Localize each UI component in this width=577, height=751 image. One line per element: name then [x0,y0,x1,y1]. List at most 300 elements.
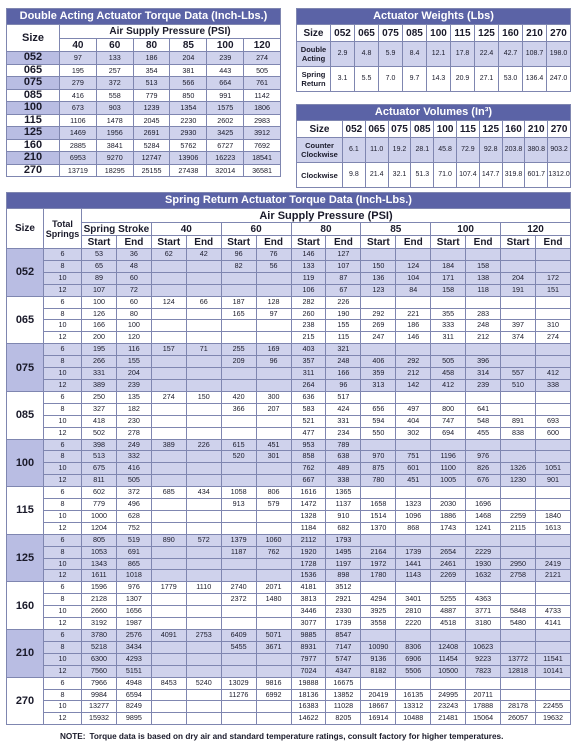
value-cell: 7.0 [379,67,403,92]
torque-cell: 2259 [501,510,536,522]
pressure-header: 80 [133,39,170,52]
torque-cell [396,439,431,451]
torque-cell [361,534,396,546]
torque-cell: 146 [396,332,431,344]
torque-cell: 18667 [361,701,396,713]
torque-cell: 169 [256,344,291,356]
torque-cell: 97 [60,52,97,65]
torque-cell: 16383 [291,701,326,713]
torque-cell: 3925 [361,606,396,618]
torque-cell: 11454 [431,653,466,665]
size-cell: 100 [7,102,60,115]
torque-cell [186,475,221,487]
torque-cell [535,356,570,368]
torque-cell: 858 [291,451,326,463]
torque-cell [186,510,221,522]
torque-cell: 2115 [501,522,536,534]
torque-cell [535,308,570,320]
torque-cell: 602 [82,487,117,499]
table-row [7,534,571,546]
torque-cell: 1987 [116,618,151,630]
torque-cell [431,296,466,308]
torque-cell [501,451,536,463]
torque-cell [221,701,256,713]
torque-cell: 5218 [82,641,117,653]
torque-cell: 182 [116,403,151,415]
torque-cell: 976 [466,451,501,463]
torque-cell: 1343 [82,558,117,570]
torque-cell: 25155 [133,164,170,177]
torque-cell [151,272,186,284]
table-row [7,368,571,380]
torque-cell [186,427,221,439]
torque-cell [256,570,291,582]
table-row [7,463,571,475]
torque-cell: 1793 [326,534,361,546]
torque-cell [186,308,221,320]
torque-cell: 8547 [326,630,361,642]
torque-cell: 800 [431,403,466,415]
torque-cell: 186 [133,52,170,65]
torque-cell [151,558,186,570]
end-header: End [396,236,431,249]
torque-cell: 1197 [326,558,361,570]
torque-cell [151,522,186,534]
size-header: 115 [451,25,475,42]
springs-cell: 12 [44,427,82,439]
torque-cell [221,379,256,391]
torque-cell: 458 [431,368,466,380]
torque-cell: 249 [116,439,151,451]
torque-cell: 779 [133,89,170,102]
torque-cell: 333 [431,320,466,332]
torque-cell: 396 [466,356,501,368]
torque-cell: 157 [151,344,186,356]
start-header: Start [431,236,466,249]
size-header: Size [297,25,331,42]
torque-cell: 1920 [291,546,326,558]
value-cell: 19.2 [388,138,411,163]
torque-cell: 1241 [466,522,501,534]
size-header: 052 [331,25,355,42]
torque-cell: 1239 [133,102,170,115]
torque-cell: 7823 [466,665,501,677]
table-row [7,139,281,152]
torque-cell: 9136 [361,653,396,665]
torque-cell: 1480 [256,594,291,606]
springs-cell: 6 [44,391,82,403]
torque-cell: 558 [96,89,133,102]
torque-cell: 2930 [170,127,207,140]
torque-cell: 806 [256,487,291,499]
springs-cell: 8 [44,594,82,606]
torque-cell [256,653,291,665]
torque-cell: 1743 [431,522,466,534]
value-cell: 147.7 [479,163,502,188]
torque-cell: 1696 [466,499,501,511]
torque-cell: 146 [291,249,326,261]
table-row [7,606,571,618]
torque-cell: 62 [151,249,186,261]
torque-cell [221,332,256,344]
torque-cell [501,308,536,320]
torque-cell [256,606,291,618]
torque-cell: 187 [221,296,256,308]
torque-cell: 13719 [60,164,97,177]
torque-cell: 2419 [535,558,570,570]
torque-cell: 3813 [291,594,326,606]
torque-cell: 212 [466,332,501,344]
torque-cell: 9895 [116,713,151,725]
torque-cell: 200 [82,332,117,344]
value-cell: 4.8 [355,42,379,67]
torque-cell: 4518 [431,618,466,630]
torque-cell [535,344,570,356]
torque-cell [186,653,221,665]
actuator-volumes-table [296,104,571,188]
torque-cell: 1018 [116,570,151,582]
torque-cell: 5747 [326,653,361,665]
table-row [7,89,281,102]
torque-cell: 10141 [535,665,570,677]
torque-cell: 1840 [535,510,570,522]
torque-cell: 7977 [291,653,326,665]
torque-cell [186,272,221,284]
torque-cell [466,439,501,451]
value-cell: 8.4 [403,42,427,67]
torque-cell [535,296,570,308]
table-row [7,284,571,296]
row-label: Counter Clockwise [297,138,343,163]
torque-cell: 7692 [244,139,281,152]
value-cell: 136.4 [523,67,547,92]
table-row [7,320,571,332]
torque-cell: 397 [501,320,536,332]
size-cell: 075 [7,77,60,90]
torque-cell: 21481 [431,713,466,725]
torque-cell: 15064 [466,713,501,725]
torque-cell: 416 [116,463,151,475]
torque-cell [221,320,256,332]
torque-cell [221,618,256,630]
end-header: End [186,236,221,249]
torque-cell: 676 [466,475,501,487]
torque-cell [466,249,501,261]
torque-cell [151,332,186,344]
torque-cell [466,487,501,499]
torque-cell [186,368,221,380]
torque-cell: 133 [96,52,133,65]
torque-cell: 1230 [501,475,536,487]
table-row [7,114,281,127]
table-row [297,42,571,67]
size-header: 085 [403,25,427,42]
torque-cell: 451 [396,475,431,487]
torque-cell: 14622 [291,713,326,725]
torque-cell: 1000 [82,510,117,522]
torque-cell: 838 [501,427,536,439]
torque-cell: 10500 [431,665,466,677]
torque-cell: 7560 [82,665,117,677]
torque-cell: 1379 [221,534,256,546]
torque-cell: 443 [207,64,244,77]
size-header: 085 [411,121,434,138]
torque-cell: 278 [116,427,151,439]
table-row [7,102,281,115]
torque-cell [501,403,536,415]
springs-cell: 10 [44,653,82,665]
torque-cell: 9816 [256,677,291,689]
torque-cell [186,618,221,630]
value-cell: 6.1 [343,138,366,163]
torque-cell: 1575 [207,102,244,115]
torque-cell: 100 [82,296,117,308]
torque-cell: 23243 [431,701,466,713]
size-cell: 065 [7,296,44,344]
torque-cell: 1005 [431,475,466,487]
torque-cell: 1326 [501,463,536,475]
torque-cell: 357 [291,356,326,368]
value-cell: 12.1 [427,42,451,67]
torque-cell: 2045 [133,114,170,127]
torque-cell: 615 [221,439,256,451]
torque-cell: 248 [466,320,501,332]
torque-cell: 1100 [431,463,466,475]
torque-cell: 850 [170,89,207,102]
torque-cell: 1441 [396,558,431,570]
torque-cell: 7966 [82,677,117,689]
torque-cell [466,582,501,594]
torque-cell: 321 [326,344,361,356]
torque-cell: 497 [396,403,431,415]
torque-cell [431,439,466,451]
springs-cell: 8 [44,308,82,320]
size-cell: 085 [7,391,44,439]
torque-cell: 118 [466,284,501,296]
torque-cell: 496 [116,499,151,511]
torque-cell: 204 [170,52,207,65]
torque-cell [221,427,256,439]
table-row [7,439,571,451]
torque-cell: 675 [82,463,117,475]
actuator-weights-table [296,8,571,92]
torque-cell: 1930 [466,558,501,570]
torque-cell: 274 [244,52,281,65]
torque-cell: 20711 [466,689,501,701]
torque-cell: 238 [291,320,326,332]
torque-cell: 354 [133,64,170,77]
torque-cell: 7024 [291,665,326,677]
torque-cell [221,606,256,618]
torque-cell [186,332,221,344]
torque-cell [501,296,536,308]
torque-cell [466,391,501,403]
torque-cell [186,284,221,296]
size-header: 115 [456,121,479,138]
torque-cell: 2983 [244,114,281,127]
torque-cell: 56 [256,260,291,272]
torque-cell [256,427,291,439]
torque-cell: 4294 [361,594,396,606]
torque-cell: 292 [396,356,431,368]
torque-cell [221,463,256,475]
torque-cell: 6409 [221,630,256,642]
torque-cell: 27438 [170,164,207,177]
torque-cell: 11541 [535,653,570,665]
torque-cell [151,689,186,701]
torque-cell: 789 [326,439,361,451]
torque-cell: 2220 [396,618,431,630]
torque-cell: 2602 [207,114,244,127]
torque-cell [431,487,466,499]
springs-cell: 8 [44,403,82,415]
torque-cell: 195 [60,64,97,77]
torque-cell: 166 [326,368,361,380]
torque-cell: 389 [82,379,117,391]
torque-cell: 1956 [96,127,133,140]
torque-cell: 6992 [256,689,291,701]
torque-cell: 1616 [291,487,326,499]
torque-cell: 2372 [221,594,256,606]
torque-cell: 3192 [82,618,117,630]
torque-cell: 257 [96,64,133,77]
torque-cell: 1656 [116,606,151,618]
table-row [7,618,571,630]
torque-cell [221,665,256,677]
value-cell: 3.1 [331,67,355,92]
value-cell: 32.1 [388,163,411,188]
torque-cell: 875 [361,463,396,475]
torque-cell: 550 [361,427,396,439]
torque-cell: 953 [291,439,326,451]
pressure-header: 100 [207,39,244,52]
size-header: 100 [434,121,457,138]
torque-cell: 191 [501,284,536,296]
springs-cell: 6 [44,249,82,261]
torque-cell: 13906 [170,152,207,165]
table-row [7,415,571,427]
torque-cell: 331 [82,368,117,380]
springs-cell: 12 [44,284,82,296]
springs-cell: 6 [44,534,82,546]
torque-cell: 135 [116,391,151,403]
torque-cell [221,713,256,725]
torque-cell: 2128 [82,594,117,606]
torque-cell [466,344,501,356]
value-cell: 27.1 [475,67,499,92]
springs-cell: 6 [44,630,82,642]
torque-cell [535,689,570,701]
torque-cell [431,677,466,689]
torque-cell: 780 [361,475,396,487]
torque-cell: 5455 [221,641,256,653]
torque-cell [151,701,186,713]
torque-cell [186,570,221,582]
springs-cell: 10 [44,368,82,380]
table-row [7,641,571,653]
value-cell: 5.5 [355,67,379,92]
table-row [7,510,571,522]
torque-cell [151,379,186,391]
torque-cell: 138 [466,272,501,284]
torque-cell: 372 [96,77,133,90]
torque-cell: 520 [221,451,256,463]
pressure-header: 60 [96,39,133,52]
torque-cell [186,260,221,272]
torque-cell: 158 [466,260,501,272]
torque-cell: 3446 [291,606,326,618]
torque-cell: 5480 [501,618,536,630]
torque-cell: 594 [361,415,396,427]
torque-cell: 1536 [291,570,326,582]
table-row [297,67,571,92]
size-header: 160 [499,25,523,42]
torque-cell: 403 [291,344,326,356]
torque-cell: 762 [256,546,291,558]
torque-cell [361,439,396,451]
torque-cell: 1613 [535,522,570,534]
value-cell: 903.2 [548,138,571,163]
torque-cell: 1058 [221,487,256,499]
torque-cell: 3434 [116,641,151,653]
torque-cell: 8205 [326,713,361,725]
torque-cell: 1611 [82,570,117,582]
size-cell: 210 [7,630,44,678]
torque-cell: 107 [326,260,361,272]
size-cell: 115 [7,487,44,535]
torque-cell [535,391,570,403]
torque-cell: 868 [396,522,431,534]
torque-cell: 2229 [466,546,501,558]
torque-cell [221,284,256,296]
size-cell: 100 [7,439,44,487]
torque-cell [396,487,431,499]
torque-cell: 664 [207,77,244,90]
table-row [7,594,571,606]
table-row [7,332,571,344]
table-row [297,163,571,188]
torque-cell [501,439,536,451]
torque-cell: 19632 [535,713,570,725]
torque-cell [535,403,570,415]
torque-cell [361,630,396,642]
torque-cell: 1096 [396,510,431,522]
torque-cell: 762 [291,463,326,475]
torque-cell [151,427,186,439]
value-cell: 2.9 [331,42,355,67]
torque-cell: 3512 [326,582,361,594]
torque-cell: 10488 [396,713,431,725]
springs-cell: 8 [44,641,82,653]
torque-cell [431,630,466,642]
torque-cell: 2921 [326,594,361,606]
torque-cell: 3771 [466,606,501,618]
torque-cell: 366 [221,403,256,415]
springs-cell: 6 [44,487,82,499]
torque-cell: 1806 [244,102,281,115]
springs-cell: 8 [44,356,82,368]
torque-cell: 8453 [151,677,186,689]
torque-cell: 505 [244,64,281,77]
torque-cell [151,510,186,522]
torque-cell [501,582,536,594]
double-acting-pressure-header: Air Supply Pressure (PSI) [60,25,281,39]
torque-cell: 48 [116,260,151,272]
torque-cell: 2660 [82,606,117,618]
torque-cell: 338 [535,379,570,391]
torque-cell: 381 [170,64,207,77]
torque-cell [151,570,186,582]
